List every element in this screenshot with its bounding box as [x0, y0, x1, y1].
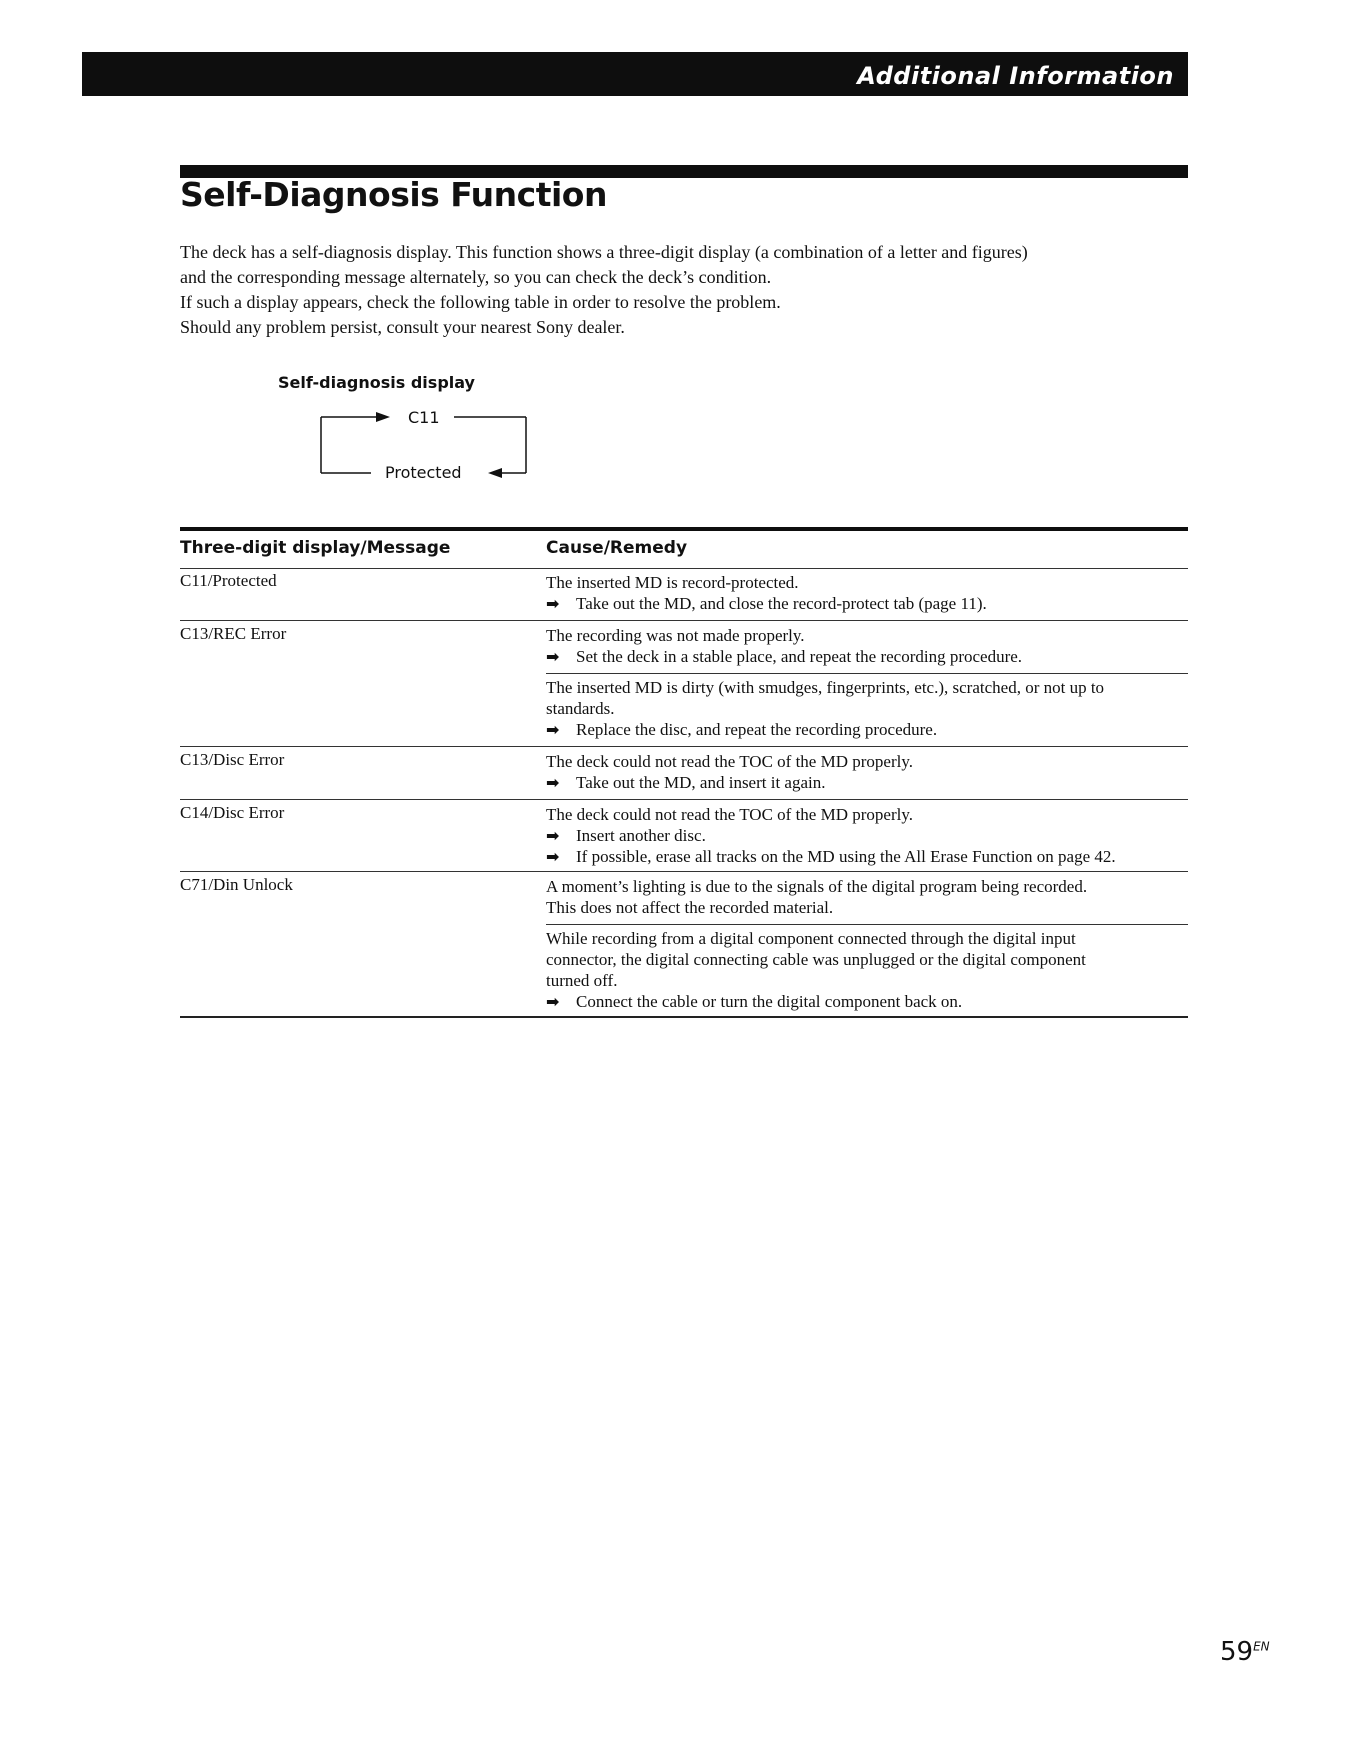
column-header-display: Three-digit display/Message	[180, 538, 451, 558]
table-row-cause	[546, 928, 1188, 1012]
remedy-item	[546, 646, 1188, 667]
remedy-arrow-icon: ➡	[546, 773, 560, 792]
remedy-item	[546, 846, 1188, 867]
table-row-display: C13/REC Error	[180, 624, 287, 643]
remedy-item	[546, 719, 1188, 740]
table-bottom-rule	[180, 1016, 1188, 1018]
header-divider	[180, 568, 1188, 569]
remedy-arrow-icon: ➡	[546, 594, 560, 613]
cause-text: The deck could not read the TOC of the MD properly.	[546, 752, 913, 771]
table-row-display: C11/Protected	[180, 571, 277, 590]
remedy-text: Replace the disc, and repeat the recording procedure.	[576, 720, 938, 739]
cause-text: The inserted MD is dirty (with smudges, fingerprints, etc.), scratched, or not up to	[546, 678, 1105, 697]
page-number-suffix: EN	[1253, 1639, 1270, 1654]
column-header-remedy: Cause/Remedy	[546, 538, 688, 558]
cause-text: The inserted MD is record-protected.	[546, 573, 799, 592]
table-row-display: C13/Disc Error	[180, 750, 285, 769]
remedy-text: Set the deck in a stable place, and repeat the recording procedure.	[576, 647, 1023, 666]
row-divider	[180, 799, 1188, 800]
cause-text: The recording was not made properly.	[546, 626, 805, 645]
diagram-code: C11	[408, 408, 440, 427]
cause-text: This does not affect the recorded material.	[546, 898, 834, 917]
remedy-arrow-icon: ➡	[546, 720, 560, 739]
page-number-value: 59	[1220, 1637, 1254, 1667]
intro-line: If such a display appears, check the following table in order to resolve the problem.	[180, 292, 781, 312]
cause-text: A moment’s lighting is due to the signals of the digital program being recorded.	[546, 877, 1088, 896]
intro-line: Should any problem persist, consult your nearest Sony dealer.	[180, 317, 625, 337]
remedy-text: If possible, erase all tracks on the MD using the All Erase Function on page 42.	[576, 847, 1116, 866]
cause-text: The deck could not read the TOC of the MD properly.	[546, 805, 913, 824]
row-divider	[180, 871, 1188, 872]
diagram-message: Protected	[385, 463, 462, 482]
table-row-cause	[546, 625, 1188, 667]
section-header-label: Additional Information	[857, 62, 1174, 90]
remedy-item	[546, 825, 1188, 846]
cause-text: turned off.	[546, 971, 618, 990]
cause-text: While recording from a digital component connected through the digital input	[546, 929, 1076, 948]
intro-line: and the corresponding message alternately, so you can check the deck’s condition.	[180, 267, 772, 287]
arrow-right-icon	[376, 412, 390, 422]
table-row-cause	[546, 751, 1188, 793]
remedy-text: Take out the MD, and close the record-protect tab (page 11).	[576, 594, 987, 613]
page-number	[1220, 1637, 1270, 1667]
table-row-cause	[546, 876, 1188, 918]
table-row-cause	[546, 677, 1188, 740]
remedy-text: Take out the MD, and insert it again.	[576, 773, 826, 792]
remedy-item	[546, 772, 1188, 793]
remedy-arrow-icon: ➡	[546, 847, 560, 866]
section-header-bar	[82, 52, 1188, 96]
table-row-display: C71/Din Unlock	[180, 875, 293, 894]
table-row-cause	[546, 572, 1188, 614]
cause-text: connector, the digital connecting cable was unplugged or the digital component	[546, 950, 1086, 969]
table-row-display: C14/Disc Error	[180, 803, 285, 822]
remedy-text: Insert another disc.	[576, 826, 706, 845]
table-row-cause	[546, 804, 1188, 867]
intro-line: The deck has a self-diagnosis display. This function shows a three-digit display (a combination of a letter and figures)	[180, 242, 1028, 262]
table-top-rule	[180, 527, 1188, 531]
remedy-item	[546, 593, 1188, 614]
remedy-item	[546, 991, 1188, 1012]
self-diagnosis-cycle-diagram	[316, 405, 536, 485]
cause-divider	[546, 673, 1188, 674]
intro-text	[180, 240, 1190, 340]
diagram-caption: Self-diagnosis display	[278, 373, 475, 392]
row-divider	[180, 620, 1188, 621]
remedy-text: Connect the cable or turn the digital component back on.	[576, 992, 963, 1011]
arrow-left-icon	[488, 468, 502, 478]
remedy-arrow-icon: ➡	[546, 826, 560, 845]
page-title: Self-Diagnosis Function	[180, 175, 607, 214]
remedy-arrow-icon: ➡	[546, 992, 560, 1011]
cause-text: standards.	[546, 699, 615, 718]
row-divider	[180, 746, 1188, 747]
remedy-arrow-icon: ➡	[546, 647, 560, 666]
cause-divider	[546, 924, 1188, 925]
